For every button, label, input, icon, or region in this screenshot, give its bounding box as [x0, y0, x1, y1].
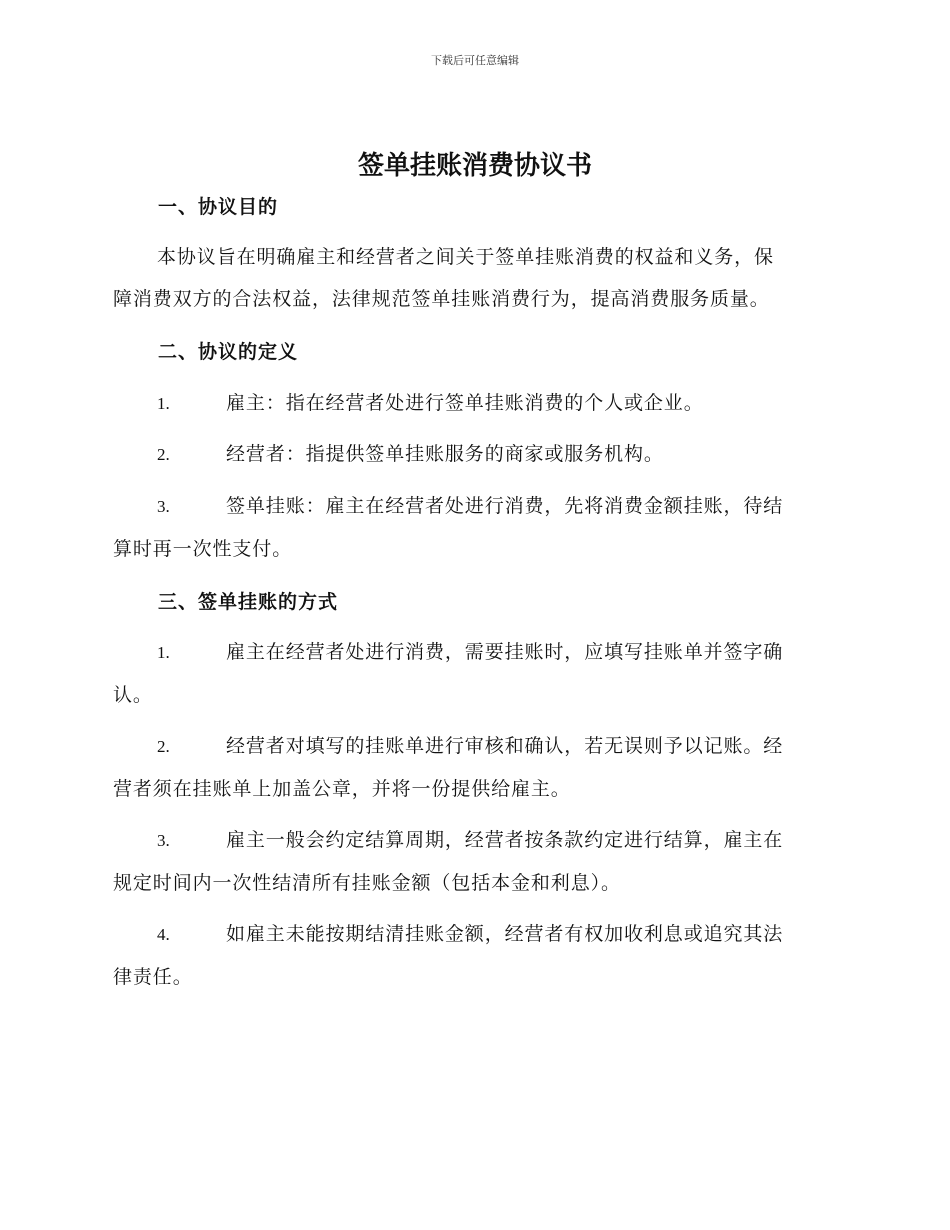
item-text-continued: 律责任。: [113, 966, 193, 988]
paragraph-line: 本协议旨在明确雇主和经营者之间关于签单挂账消费的权益和义务，保: [157, 246, 774, 268]
item-text: 如雇主未能按期结清挂账金额，经营者有权加收利息或追究其法: [226, 923, 784, 945]
item-number: 3.: [157, 831, 170, 850]
definition-item: [113, 433, 833, 476]
definition-item: [113, 485, 833, 570]
item-text-continued: 认。: [113, 684, 153, 706]
item-text: 雇主在经营者处进行消费，需要挂账时，应填写挂账单并签字确: [226, 641, 784, 663]
method-item: [113, 631, 833, 716]
item-number: 1.: [157, 643, 170, 662]
method-item: [113, 725, 833, 810]
definition-item: [113, 382, 833, 425]
page-header-note: 下载后可任意编辑: [431, 54, 519, 67]
paragraph-line: 障消费双方的合法权益，法律规范签单挂账消费行为，提高消费服务质量。: [113, 288, 770, 310]
method-item: [113, 819, 833, 904]
item-text: 签单挂账：雇主在经营者处进行消费，先将消费金额挂账，待结: [226, 495, 784, 517]
item-text: 经营者对填写的挂账单进行审核和确认，若无误则予以记账。经: [226, 735, 784, 757]
section-heading-methods: 三、签单挂账的方式: [158, 591, 339, 613]
item-number: 2.: [157, 737, 170, 756]
section-purpose-paragraph: [113, 236, 833, 320]
item-text: 经营者：指提供签单挂账服务的商家或服务机构。: [226, 443, 664, 465]
item-number: 1.: [157, 394, 170, 413]
item-text-continued: 算时再一次性支付。: [113, 538, 293, 560]
item-number: 4.: [157, 925, 170, 944]
item-number: 2.: [157, 445, 170, 464]
section-heading-definitions: 二、协议的定义: [158, 341, 299, 363]
item-text-continued: 规定时间内一次性结清所有挂账金额（包括本金和利息）。: [113, 872, 621, 894]
item-text: 雇主：指在经营者处进行签单挂账消费的个人或企业。: [226, 392, 704, 414]
item-number: 3.: [157, 497, 170, 516]
method-item: [113, 913, 833, 998]
section-heading-purpose: 一、协议目的: [158, 196, 279, 218]
item-text: 雇主一般会约定结算周期，经营者按条款约定进行结算，雇主在: [226, 829, 784, 851]
document-title: 签单挂账消费协议书: [357, 151, 592, 181]
item-text-continued: 营者须在挂账单上加盖公章，并将一份提供给雇主。: [113, 778, 571, 800]
